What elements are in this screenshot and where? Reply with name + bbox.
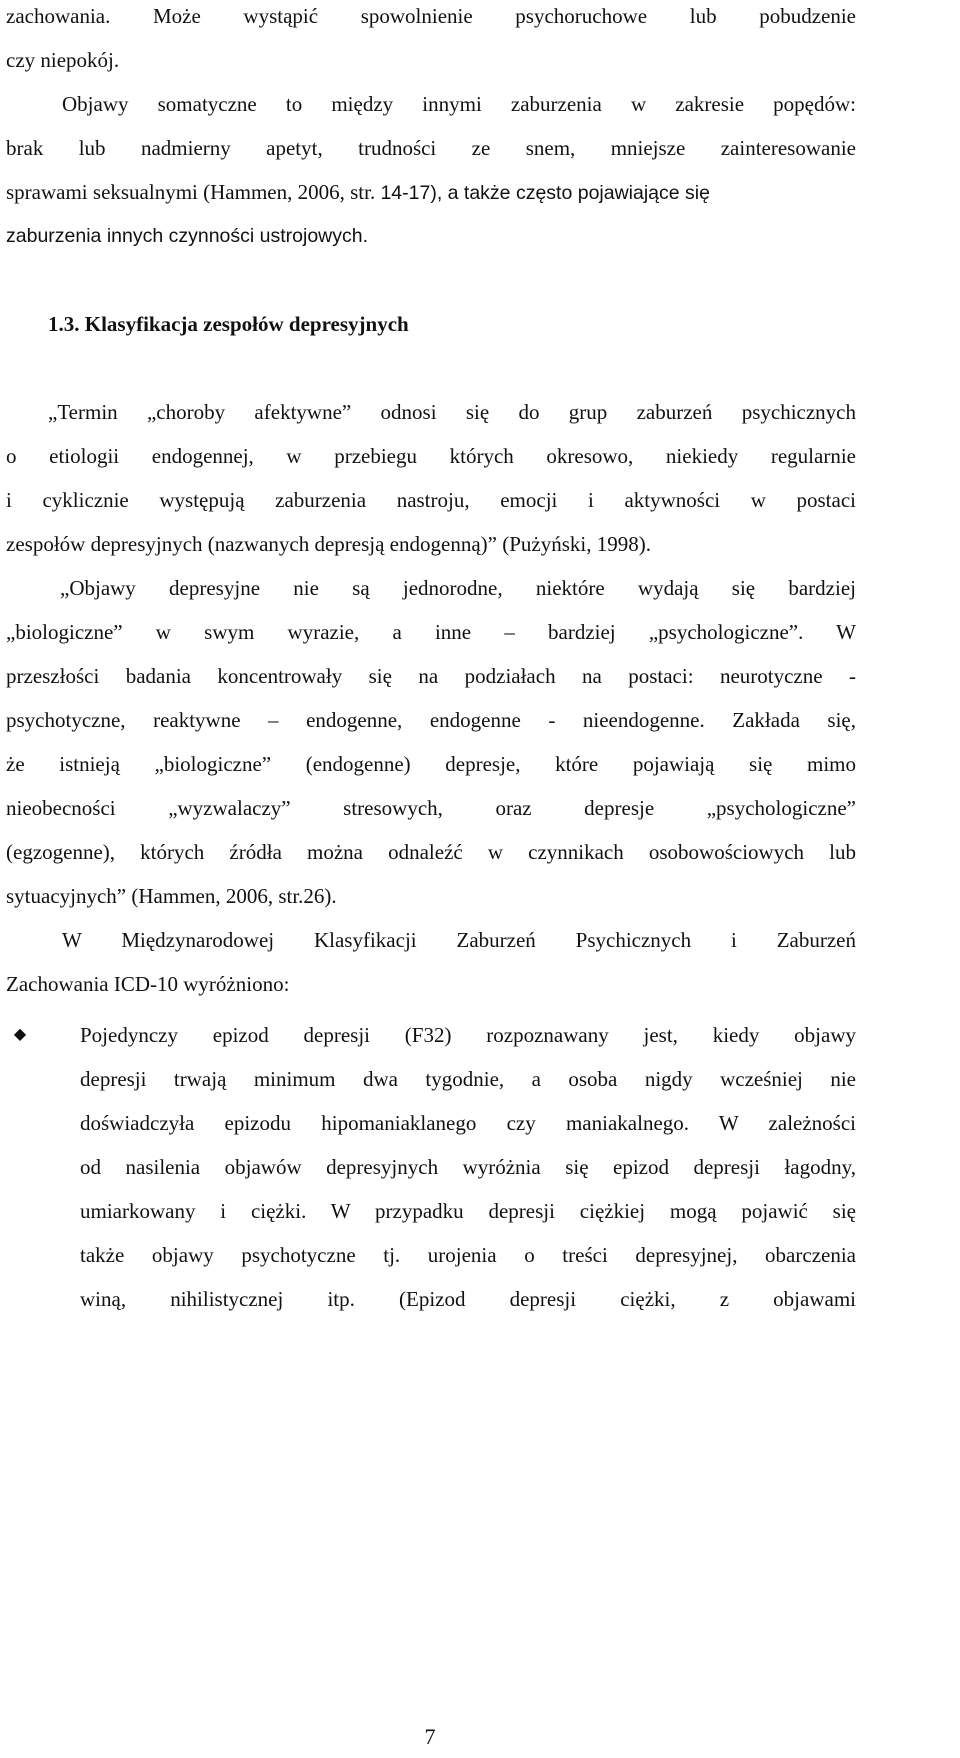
text-line: o etiologii endogennej, w przebiegu których okresowo, niekiedy regularnie: [6, 444, 856, 468]
bullet-text-line: doświadczyła epizodu hipomaniaklanego czy maniakalnego. W zależności: [80, 1111, 856, 1135]
text-line: że istnieją „biologiczne” (endogenne) depresje, które pojawiają się mimo: [6, 752, 856, 776]
bullet-text-line: umiarkowany i ciężki. W przypadku depresji ciężkiej mogą pojawić się: [80, 1199, 856, 1223]
text-line: Objawy somatyczne to między innymi zaburzenia w zakresie popędów:: [62, 92, 856, 116]
text-line: zaburzenia innych czynności ustrojowych.: [6, 225, 369, 247]
text-line: W Międzynarodowej Klasyfikacji Zaburzeń Psychicznych i Zaburzeń: [62, 928, 856, 952]
text-fragment: 14-17), a także często pojawiające się: [380, 182, 710, 204]
text-line: „Termin „choroby afektywne” odnosi się do grup zaburzeń psychicznych: [48, 400, 856, 424]
bullet-text-line: także objawy psychotyczne tj. urojenia o treści depresyjnej, obarczenia: [80, 1243, 856, 1267]
text-line: zespołów depresyjnych (nazwanych depresją endogenną)” (Pużyński, 1998).: [6, 532, 651, 556]
diamond-bullet-icon: ◆: [13, 1026, 27, 1043]
text-line: Zachowania ICD-10 wyróżniono:: [6, 972, 290, 996]
page-number: 7: [424, 1724, 436, 1749]
text-fragment: sprawami seksualnymi (Hammen, 2006, str.: [6, 180, 376, 204]
bullet-text-line: depresji trwają minimum dwa tygodnie, a osoba nigdy wcześniej nie: [80, 1067, 856, 1091]
text-line: brak lub nadmierny apetyt, trudności ze snem, mniejsze zainteresowanie: [6, 136, 856, 160]
text-line: [6, 177, 856, 207]
text-line: sytuacyjnych” (Hammen, 2006, str.26).: [6, 884, 337, 908]
text-line: (egzogenne), których źródła można odnaleźć w czynnikach osobowościowych lub: [6, 840, 856, 864]
text-line: nieobecności „wyzwalaczy” stresowych, oraz depresje „psychologiczne”: [6, 796, 856, 820]
text-line: „Objawy depresyjne nie są jednorodne, niektóre wydają się bardziej: [60, 576, 856, 600]
text-line: czy niepokój.: [6, 48, 120, 72]
section-heading: 1.3. Klasyfikacja zespołów depresyjnych: [48, 312, 409, 336]
bullet-text-line: Pojedynczy epizod depresji (F32) rozpoznawany jest, kiedy objawy: [80, 1023, 856, 1047]
text-line: „biologiczne” w swym wyrazie, a inne – bardziej „psychologiczne”. W: [6, 620, 856, 644]
text-line: przeszłości badania koncentrowały się na podziałach na postaci: neurotyczne -: [6, 664, 856, 688]
text-line: i cyklicznie występują zaburzenia nastroju, emocji i aktywności w postaci: [6, 488, 856, 512]
text-line: zachowania. Może wystąpić spowolnienie psychoruchowe lub pobudzenie: [6, 4, 856, 28]
bullet-text-line: winą, nihilistycznej itp. (Epizod depresji ciężki, z objawami: [80, 1287, 856, 1311]
text-line: psychotyczne, reaktywne – endogenne, endogenne - nieendogenne. Zakłada się,: [6, 708, 856, 732]
bullet-text-line: od nasilenia objawów depresyjnych wyróżnia się epizod depresji łagodny,: [80, 1155, 856, 1179]
